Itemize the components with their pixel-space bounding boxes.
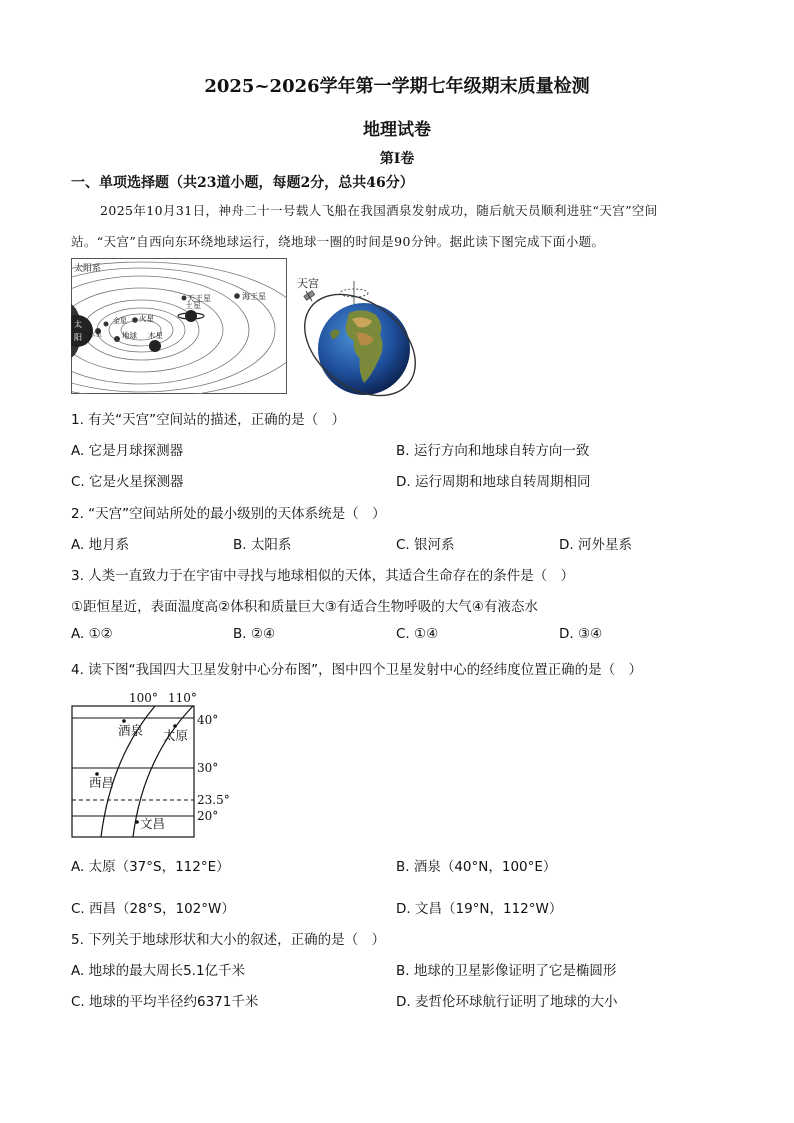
svg-text:金星: 金星 — [113, 317, 127, 325]
q5-option-b[interactable]: B. 地球的卫星影像证明了它是椭圆形 — [396, 963, 617, 979]
q5-option-c[interactable]: C. 地球的平均半径约6371千米 — [71, 994, 259, 1010]
svg-text:水星: 水星 — [89, 330, 102, 338]
q4-option-b[interactable]: B. 酒泉（40°N，100°E） — [396, 859, 557, 875]
question-4-stem: 4. 读下图“我国四大卫星发射中心分布图”，图中四个卫星发射中心的经纬度位置正确的是（ ） — [71, 662, 643, 678]
q5-option-d[interactable]: D. 麦哲伦环球航行证明了地球的大小 — [396, 994, 618, 1010]
question-2-stem: 2. “天宫”空间站所处的最小级别的天体系统是（ ） — [71, 506, 386, 522]
svg-text:土星: 土星 — [185, 301, 201, 310]
q1-option-d[interactable]: D. 运行周期和地球自转周期相同 — [396, 474, 591, 490]
question-5-stem: 5. 下列关于地球形状和大小的叙述，正确的是（ ） — [71, 932, 386, 948]
svg-text:天王星: 天王星 — [187, 294, 211, 303]
q3-option-c[interactable]: C. ①④ — [396, 626, 439, 642]
svg-text:木星: 木星 — [148, 331, 163, 340]
section-heading: 一、单项选择题（共23道小题，每题2分，总共46分） — [71, 175, 414, 191]
svg-text:海王星: 海王星 — [242, 292, 266, 301]
jupiter-icon — [149, 340, 161, 352]
volume-label: 第Ⅰ卷 — [379, 151, 415, 167]
lon-label-100: 100° — [129, 691, 158, 705]
tiangong-station-icon — [304, 290, 315, 300]
saturn-icon — [185, 310, 197, 322]
q3-option-d[interactable]: D. ③④ — [559, 626, 603, 642]
intro-line-2: 站。“天宫”自西向东环绕地球运行，绕地球一圈的时间是90分钟。据此读下图完成下面小题。 — [71, 234, 605, 249]
question-3-conditions: ①距恒星近，表面温度高②体积和质量巨大③有适合生物呼吸的大气④有液态水 — [71, 599, 538, 615]
exam-subtitle: 地理试卷 — [363, 120, 431, 140]
city-xichang: 西昌 — [89, 775, 115, 790]
lat-label-23-5: 23.5° — [197, 793, 230, 807]
lat-label-30: 30° — [197, 761, 219, 775]
q3-option-a[interactable]: A. ①② — [71, 626, 113, 642]
city-jiuquan: 酒泉 — [118, 723, 144, 738]
q1-option-a[interactable]: A. 它是月球探测器 — [71, 443, 184, 459]
station-label: 天宫 — [297, 277, 319, 290]
city-taiyuan: 太原 — [163, 728, 189, 743]
q4-option-d[interactable]: D. 文昌（19°N，112°W） — [396, 901, 563, 917]
svg-text:地球: 地球 — [122, 331, 137, 340]
q2-option-d[interactable]: D. 河外星系 — [559, 537, 632, 553]
q2-option-b[interactable]: B. 太阳系 — [233, 537, 292, 553]
q1-option-b[interactable]: B. 运行方向和地球自转方向一致 — [396, 443, 590, 459]
city-wenchang: 文昌 — [140, 816, 166, 831]
launch-center-map — [71, 688, 241, 840]
q2-option-c[interactable]: C. 银河系 — [396, 537, 455, 553]
lat-label-40: 40° — [197, 713, 219, 727]
earth-station-figure — [294, 275, 424, 397]
neptune-icon — [234, 293, 240, 299]
question-1-stem: 1. 有关“天宫”空间站的描述，正确的是（ ） — [71, 412, 346, 428]
solar-system-figure — [71, 258, 287, 394]
venus-icon — [104, 322, 109, 327]
svg-text:太: 太 — [74, 320, 82, 329]
q4-option-c[interactable]: C. 西昌（28°S，102°W） — [71, 901, 235, 917]
earth-icon — [114, 336, 120, 342]
q3-option-b[interactable]: B. ②④ — [233, 626, 276, 642]
lon-label-110: 110° — [168, 691, 197, 705]
uranus-icon — [182, 296, 187, 301]
q1-option-c[interactable]: C. 它是火星探测器 — [71, 474, 184, 490]
wenchang-point-icon — [135, 820, 139, 824]
svg-text:火星: 火星 — [139, 314, 154, 323]
exam-title: 2025~2026学年第一学期七年级期末质量检测 — [204, 76, 590, 97]
q4-option-a[interactable]: A. 太原（37°S，112°E） — [71, 859, 230, 875]
q5-option-a[interactable]: A. 地球的最大周长5.1亿千米 — [71, 963, 246, 979]
mars-icon — [132, 317, 138, 323]
intro-line-1: 2025年10月31日，神舟二十一号载人飞船在我国酒泉发射成功，随后航天员顺利进驻“天宫”空间 — [100, 203, 658, 218]
q2-option-a[interactable]: A. 地月系 — [71, 537, 130, 553]
question-3-stem: 3. 人类一直致力于在宇宙中寻找与地球相似的天体，其适合生命存在的条件是（ ） — [71, 568, 575, 584]
lat-label-20: 20° — [197, 809, 219, 823]
solar-box-label: 太阳系 — [74, 264, 102, 274]
svg-text:阳: 阳 — [74, 333, 82, 342]
